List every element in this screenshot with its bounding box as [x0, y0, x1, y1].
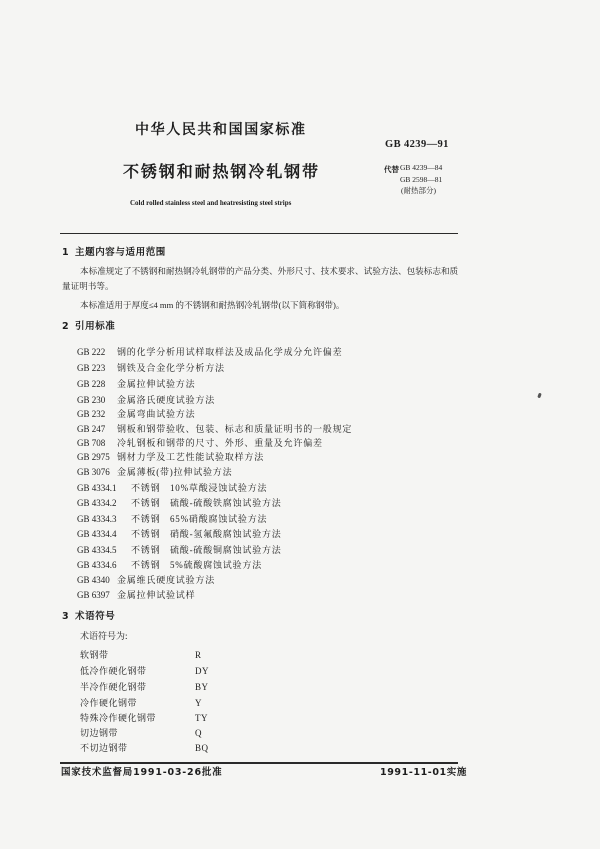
- section-heading-terms: [62, 611, 115, 623]
- reference-title: 冷轧钢板和钢带的尺寸、外形、重量及允许偏差: [117, 438, 323, 448]
- section-heading-scope: [62, 247, 166, 259]
- reference-standard-row: [77, 528, 282, 540]
- reference-standard-row: [77, 423, 352, 435]
- approval-date: 国家技术监督局1991-03-26批准: [61, 767, 223, 778]
- effective-date: 1991-11-01实施: [380, 767, 467, 778]
- reference-code: GB 3076: [77, 467, 110, 477]
- section-title: 术语符号: [75, 611, 116, 622]
- reference-subject: 不锈钢: [131, 560, 161, 570]
- term-name: 切边钢带: [80, 728, 119, 738]
- reference-code: GB 247: [77, 424, 106, 434]
- terms-intro: 术语符号为:: [80, 631, 128, 641]
- term-row: [80, 665, 209, 677]
- standard-code: GB 4239—91: [385, 139, 449, 150]
- reference-title: 钢的化学分析用试样取样法及成品化学成分允许偏差: [117, 347, 343, 357]
- reference-standard-row: [77, 497, 282, 509]
- reference-title: 金属拉伸试验试样: [117, 590, 196, 600]
- national-standard-heading: 中华人民共和国国家标准: [135, 122, 307, 138]
- paragraph-line: 量证明书等。: [62, 281, 114, 291]
- reference-standard-row: [77, 408, 195, 420]
- reference-standard-row: [77, 559, 262, 571]
- section-title: 引用标准: [75, 321, 116, 332]
- reference-standard-row: [77, 482, 267, 494]
- term-symbol: BQ: [195, 743, 209, 753]
- reference-title: 5%硫酸腐蚀试验方法: [170, 560, 262, 570]
- paragraph-line: 本标准适用于厚度≤4 mm 的不锈钢和耐热钢冷轧钢带(以下简称钢带)。: [80, 300, 345, 310]
- replaced-standard: GB 2598—81: [400, 175, 443, 184]
- reference-code: GB 4334.1: [77, 483, 117, 493]
- reference-standard-row: [77, 394, 215, 406]
- reference-title: 钢铁及合金化学分析方法: [117, 363, 225, 373]
- term-row: [80, 712, 208, 724]
- reference-title: 硝酸-氢氟酸腐蚀试验方法: [170, 529, 282, 539]
- section-heading-references: [62, 321, 115, 333]
- term-name: 低冷作硬化钢带: [80, 666, 147, 676]
- reference-standard-row: [77, 378, 195, 390]
- document-title: 不锈钢和耐热钢冷轧钢带: [123, 162, 320, 181]
- reference-title: 金属洛氏硬度试验方法: [117, 395, 216, 405]
- reference-standard-row: [77, 362, 225, 374]
- reference-code: GB 2975: [77, 452, 110, 462]
- reference-standard-row: [77, 451, 264, 463]
- reference-title: 金属拉伸试验方法: [117, 379, 196, 389]
- term-name: 不切边钢带: [80, 743, 128, 753]
- reference-title: 硫酸-硫酸铜腐蚀试验方法: [170, 545, 282, 555]
- footer-divider: [60, 762, 458, 764]
- reference-standard-row: [77, 589, 195, 601]
- reference-standard-row: [77, 544, 282, 556]
- replaces-label: 代替: [384, 165, 399, 174]
- section-number: 3: [62, 611, 70, 622]
- term-symbol: Q: [195, 728, 202, 738]
- replaced-standard: GB 4239—84: [400, 163, 443, 172]
- reference-title: 65%硝酸腐蚀试验方法: [170, 514, 268, 524]
- reference-code: GB 228: [77, 379, 106, 389]
- section-number: 2: [62, 321, 70, 332]
- term-row: [80, 727, 202, 739]
- term-symbol: DY: [195, 666, 209, 676]
- scan-speck: [537, 393, 542, 399]
- reference-standard-row: [77, 574, 215, 586]
- reference-code: GB 232: [77, 409, 106, 419]
- reference-standard-row: [77, 513, 267, 525]
- term-symbol: TY: [195, 713, 208, 723]
- reference-code: GB 4334.3: [77, 514, 117, 524]
- section-title: 主题内容与适用范围: [75, 247, 166, 258]
- reference-code: GB 4340: [77, 575, 110, 585]
- reference-standard-row: [77, 346, 342, 358]
- reference-code: GB 223: [77, 363, 106, 373]
- reference-code: GB 230: [77, 395, 106, 405]
- term-name: 半冷作硬化钢带: [80, 682, 147, 692]
- section-number: 1: [62, 247, 70, 258]
- header-divider: [60, 233, 458, 234]
- reference-code: GB 222: [77, 347, 106, 357]
- reference-code: GB 4334.6: [77, 560, 117, 570]
- reference-title: 钢材力学及工艺性能试验取样方法: [117, 452, 265, 462]
- reference-code: GB 4334.5: [77, 545, 117, 555]
- reference-code: GB 4334.4: [77, 529, 117, 539]
- term-row: [80, 649, 202, 661]
- reference-code: GB 708: [77, 438, 106, 448]
- term-name: 冷作硬化钢带: [80, 698, 138, 708]
- term-symbol: Y: [195, 698, 202, 708]
- reference-title: 10%草酸浸蚀试验方法: [170, 483, 268, 493]
- paragraph-line: 本标准规定了不锈钢和耐热钢冷轧钢带的产品分类、外形尺寸、技术要求、试验方法、包装标志和质: [80, 266, 459, 276]
- replaced-standard-note: (耐热部分): [401, 186, 436, 195]
- term-name: 特殊冷作硬化钢带: [80, 713, 157, 723]
- reference-title: 钢板和钢带验收、包装、标志和质量证明书的一般规定: [117, 424, 353, 434]
- reference-standard-row: [77, 466, 232, 478]
- term-name: 软钢带: [80, 650, 109, 660]
- reference-subject: 不锈钢: [131, 529, 161, 539]
- reference-title: 硫酸-硫酸铁腐蚀试验方法: [170, 498, 282, 508]
- reference-subject: 不锈钢: [131, 514, 161, 524]
- reference-code: GB 4334.2: [77, 498, 117, 508]
- reference-subject: 不锈钢: [131, 483, 161, 493]
- term-row: [80, 742, 209, 754]
- term-row: [80, 681, 209, 693]
- reference-title: 金属薄板(带)拉伸试验方法: [117, 467, 233, 477]
- term-symbol: BY: [195, 682, 209, 692]
- reference-title: 金属维氏硬度试验方法: [117, 575, 216, 585]
- reference-code: GB 6397: [77, 590, 110, 600]
- reference-title: 金属弯曲试验方法: [117, 409, 196, 419]
- reference-subject: 不锈钢: [131, 545, 161, 555]
- english-title: Cold rolled stainless steel and heatresisting steel strips: [130, 199, 292, 207]
- term-symbol: R: [195, 650, 202, 660]
- reference-standard-row: [77, 437, 323, 449]
- term-row: [80, 697, 202, 709]
- reference-subject: 不锈钢: [131, 498, 161, 508]
